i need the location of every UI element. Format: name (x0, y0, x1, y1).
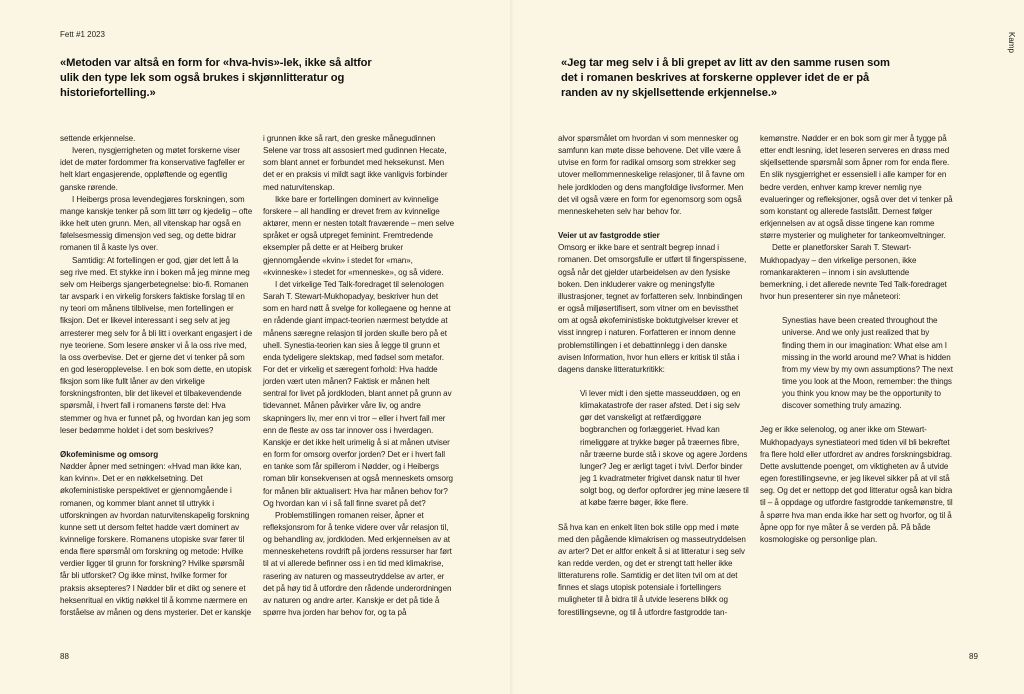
page-number: 88 (60, 652, 69, 661)
pull-quote: «Jeg tar meg selv i å bli grepet av litt av den samme rusen som det i romanen beskrives at forskerne opplever idet de er på randen av ny skjellsettende erkjennelse.» (561, 57, 890, 99)
text-column-2 (760, 133, 953, 546)
paragraph: Problemstillingen romanen reiser, åpner et refleksjonsrom for å tenke videre over vår relasjon til, og behandling av, jordkloden. Med erkjennelsen av at menneskehetens rovdrift på jordens ressurser har ført til at vi allerede befinner oss i en tid med klimakrise, rasering av naturen og masseutryddelse av arter, er det på høy tid å utfordre den rådende underordningen av naturen og andre arter. Kanskje er det på tide å spørre hva jorden har behov for, og ta på (263, 510, 452, 618)
pull-quote: «Metoden var altså en form for «hva-hvis»-lek, ikke så altfor ulik den type lek som også brukes i skjønnlitteratur og historiefortelling.» (60, 57, 372, 99)
paragraph: Jeg er ikke selenolog, og aner ikke om Stewart-Mukhopadyays synestiateori med tiden vil bli bekreftet fra flere hold eller utfordret av andres forskningsbidrag. Dette avsluttende poenget, om viktigheten av å utvide egen forestillingsevne, er jeg likevel sikker på at vil stå seg. Og det er nettopp det god litteratur også kan bidra til – å oppdage og utfordre fastgrodde tankemønstre, til å spørre hva man enda ikke har sett og hvorfor, og til å åpne opp for nye måter å se verden på. På både kosmologiske og personlige plan. (760, 425, 953, 544)
spacer (760, 412, 953, 424)
block-quote: Synestias have been created throughout the universe. And we only just realized that by finding them in our imagination: What else am I missing in the world around me? What is hidden from my view by my own assumptions? The next time you look at the Moon, remember: the things you think you know may be the opportunity to discover something truly amazing. (782, 316, 953, 411)
paragraph: Omsorg er ikke bare et sentralt begrep innad i romanen. Det omsorgsfulle er utført til fingerspissene, også når det gjelder utarbeidelsen av den fysiske boken. Den inkluderer vakre og meningsfylte illustrasjoner, tegnet av forfatteren selv. Innbindingen er også miljøsertifisert, som vitner om en bevissthet om at også økofeministiske boktutgivelser krever et visst inngrep i naturen. Forfatteren er innom denne problemstillingen i et debattinnlegg i den danske avisen Information, hvor hun ellers er kritisk til ståa i dagens danske litteraturkritikk: (558, 243, 747, 374)
paragraph: Nødder åpner med setningen: «Hvad man ikke kan, kan kvinn». Det er en nøkkelsetning. Det økofeministiske perspektivet er gjennomgående i romanen, og kommer blant annet til uttrykk i utforskningen av hvordan naturvitenskapelig forskning kunne sett ut dersom feltet hadde vært dominert av kvinnelige forskere. Romanens utopiske svar fører til enda flere spørsmål om forskning og metode: Hvilke verdier ligger til grunn for forskning? Hvilke spørsmål får bli utforsket? Og ikke minst, hvilke former for praksis aksepteres? I Nødder blir et dikt og senere et heksenritual en viktig nøkkel til å komme nærmere en forståelse av månen og dens mysterier. Det er kanskje (60, 462, 252, 617)
text-column-1 (558, 133, 749, 619)
paragraph: Iveren, nysgjerrigheten og møtet forskerne viser idet de møter fordommer fra konservative fagfeller er helt klart engasjerende, oppløftende og egentlig ganske rørende. (60, 146, 245, 192)
text-column-1 (60, 133, 253, 619)
paragraph: Ikke bare er fortellingen dominert av kvinnelige forskere – all handling er drevet frem av kvinnelige aktører, menn er nesten totalt fraværende – men selve språket er også utpreget feminint. Fremtredende eksempler på dette er at Heiberg bruker gjennomgående «kvin» i stedet for «man», «kvinneske» i stedet for «menneske», og så videre. (263, 194, 455, 277)
paragraph: Samtidig: At fortellingen er god, gjør det lett å la seg rive med. Et stykke inn i boken må jeg minne meg selv om Heibergs sjangerbetegnelse: bio-fi. Romanen tar avspark i en virkelig forskers faktiske forslag til en ny teori om månens tilblivelse, men fortellingen er fiksjon. Det er likevel interessant i seg selv at jeg arresterer meg selv for å bli litt i overkant engasjert i de nye teoriene. Som lesere ønsker vi å la oss rive med, la oss overbevise. Det er gjerne det vi tenker på som en god leseropplevelse. I en bok som dette, en utopisk fiksjon som like fullt låner av den virkelige forskningsfronten, blir det likevel et tilbakevendende spørsmål, i hvert fall i romanens første del: Hva stemmer og hva er funnet på, og hvordan kan jeg som leser bedømme holdet i det som beskrives? (60, 255, 253, 435)
paragraph: I Heibergs prosa levendegjøres forskningen, som mange kanskje tenker på som litt tørr og kjedelig – ofte ikke helt uten grunn. Men, all vitenskap har også en følelsesmessig dimensjon ved seg, og dette bidrar romanen til å kaste lys over. (60, 194, 253, 253)
paragraph: i grunnen ikke så rart, den greske månegudinnen Selene var tross alt assosiert med gudinnen Hecate, som blant annet er forbundet med heksekunst. Men det er en praksis vi mildt sagt ikke vanligvis forbinder med naturvitenskap. (263, 134, 448, 192)
running-head: Fett #1 2023 (60, 30, 105, 39)
right-page (512, 0, 1024, 694)
paragraph: I det virkelige Ted Talk-foredraget til selenologen Sarah T. Stewart-Mukhopadyay, beskriver hun det som en hard nøtt å svelge for kollegaene og henne at en rådende giant impact-teorien nærmest betydde at månens særegne relasjon til jorden skulle bero på et uhell. Synestia-teorien kan sies å legge til grunn et enda tydeligere slektskap, med fødsel som metafor. For det er virkelig et særegent forhold: Hva hadde jorden vært uten månen? Faktisk er månen helt sentral for livet på jordkloden, blant annet på grunn av tidevannet. Månen påvirker våre liv, og andre skapningers liv, mer enn vi tror – eller i hvert fall mer enn de fleste av oss tar innover oss i hverdagen. Kanskje er det ikke helt urimelig å si at månen utviser en form for omsorg overfor jorden? Det er i hvert fall en tanke som får spillerom i Nødder, og i Heibergs roman blir konsekvensen at også menneskets omsorg for månen blir aktualisert: Hva har månen behov for? Og hvordan kan vi i så fall finne svaret på det? (263, 279, 453, 508)
paragraph: settende erkjennelse. (60, 134, 136, 143)
paragraph: alvor spørsmålet om hvordan vi som mennesker og samfunn kan møte disse behovene. Det ville være å utvise en form for radikal omsorg som strekker seg utover mellommenneskelige relasjoner, til å favne om hele jordkloden og dens mangfoldige livsformer. Men det vil også være en form for egenomsorg som også menneskeheten selv har behov for. (558, 134, 745, 216)
section-heading: Økofeminisme og omsorg (60, 449, 159, 459)
paragraph: Så hva kan en enkelt liten bok stille opp med i møte med den pågående klimakrisen og masseutryddelsen av arter? Det er altfor enkelt å si at litteratur i seg selv kan redde verden, og det er strengt tatt heller ikke litteraturens rolle. Samtidig er det liten tvil om at det finnes et slags utopisk potensiale i fortellingers muligheter til å bidra til å utvide leserens blikk og forestillingsevne, og til å utfordre fastgrodde tan- (558, 522, 746, 617)
spacer (558, 510, 749, 522)
spacer (760, 303, 953, 315)
section-heading: Veier ut av fastgrodde stier (558, 231, 660, 241)
page-number: 89 (969, 652, 978, 661)
paragraph: Dette er planetforsker Sarah T. Stewart-Mukhopadyay – den virkelige personen, ikke romankarakteren – innom i sin avsluttende bemerkning, i det allerede nevnte Ted Talk-foredraget hvor hun presenterer sin nye måneteori: (760, 243, 947, 302)
spacer (558, 376, 749, 388)
text-column-2 (263, 133, 454, 619)
block-quote: Vi lever midt i den sjette masseuddøen, og en klimakatastrofe der raser afsted. Det i sig selv gør det vanskeligt at retfærdiggøre bogbranchen og forlæggeriet. Hvad kan rimeliggøre at trykke bøger på træernes fibre, når træerne burde stå i skove og agere Jordens lunger? Jeg er ærligt taget i tvivl. Derfor binder jeg 1 kvadratmeter frigivet dansk natur til hver solgt bog, og derfor opfordrer jeg mine læsere til at købe færre bøger, ikke flere. (580, 388, 749, 508)
section-tab: Kamp (1007, 32, 1016, 53)
paragraph: kemønstre. Nødder er en bok som gir mer å tygge på etter endt lesning, idet leseren serveres en drøss med skjellsettende spørsmål som åpner rom for enda flere. En slik nysgjerrighet er essensiell i alle kamper for en bedre verden, enhver kamp krever nemlig nye evalueringer og refleksjoner, også over det vi tenker på som konstant og allerede fastslått. Dernest følger erkjennelsen av at også disse tingene kan romme større mysterier og muligheter for tankeomveltninger. (760, 134, 953, 241)
